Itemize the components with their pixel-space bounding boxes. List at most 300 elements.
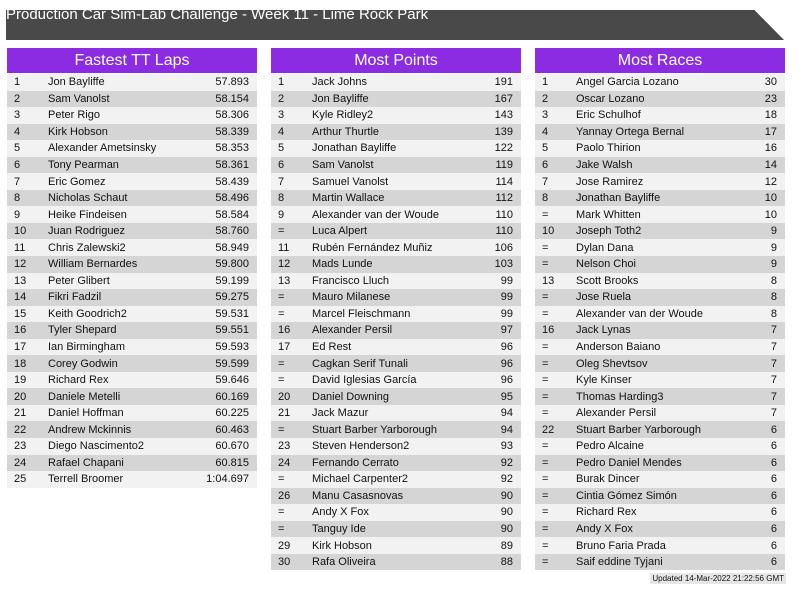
rank-cell: 23: [278, 440, 291, 453]
score-value: 90: [500, 506, 513, 519]
rank-cell: 22: [14, 423, 27, 436]
leaderboard-row: [271, 190, 521, 207]
leaderboard-row: [271, 521, 521, 538]
leaderboard-row: [7, 372, 257, 389]
leaderboard-row: [535, 554, 785, 571]
rank-cell: 25: [14, 473, 27, 486]
rank-cell: =: [278, 374, 285, 387]
leaderboard-row: [7, 206, 257, 223]
leaderboard-row: [535, 471, 785, 488]
leaderboard-row: [271, 223, 521, 240]
rank-cell: =: [542, 291, 549, 304]
driver-name: Anderson Baiano: [576, 341, 661, 354]
rank-cell: 23: [14, 440, 27, 453]
leaderboard-row: [271, 405, 521, 422]
leaderboard-row: [535, 455, 785, 472]
driver-name: Jon Bayliffe: [312, 92, 369, 105]
rank-cell: 3: [542, 109, 549, 122]
score-value: 60.670: [215, 440, 249, 453]
score-value: 6: [770, 489, 777, 502]
leaderboard-row: [7, 388, 257, 405]
score-value: 58.584: [215, 208, 249, 221]
leaderboard-row: [7, 107, 257, 124]
leaderboard-row: [7, 273, 257, 290]
score-value: 6: [770, 556, 777, 569]
panel-fastest-tt-laps: [7, 48, 257, 488]
rank-cell: =: [542, 456, 549, 469]
score-value: 60.815: [215, 456, 249, 469]
leaderboard-row: [7, 173, 257, 190]
score-value: 9: [770, 258, 777, 271]
rank-cell: 12: [14, 258, 27, 271]
rank-cell: 14: [14, 291, 27, 304]
driver-name: Jack Mazur: [312, 407, 369, 420]
leaderboard-row: [7, 190, 257, 207]
leaderboard-row: [271, 339, 521, 356]
score-value: 59.551: [215, 324, 249, 337]
driver-name: Kyle Ridley2: [312, 109, 374, 122]
rank-cell: =: [278, 423, 285, 436]
leaderboard-row: [271, 504, 521, 521]
rank-cell: 20: [278, 390, 291, 403]
driver-name: Alexander van der Woude: [576, 307, 703, 320]
leaderboard-row: [535, 372, 785, 389]
driver-name: Terrell Broomer: [48, 473, 124, 486]
score-value: 8: [770, 274, 777, 287]
leaderboard-row: [7, 306, 257, 323]
rank-cell: =: [542, 307, 549, 320]
score-value: 90: [500, 523, 513, 536]
driver-name: Heike Findeisen: [48, 208, 127, 221]
leaderboard-row: [271, 173, 521, 190]
rank-cell: 13: [542, 274, 555, 287]
score-value: 106: [494, 241, 513, 254]
leaderboard-row: [271, 157, 521, 174]
leaderboard-row: [535, 306, 785, 323]
score-value: 57.893: [215, 76, 249, 89]
leaderboard-row: [7, 124, 257, 141]
score-value: 90: [500, 489, 513, 502]
rank-cell: 16: [542, 324, 555, 337]
driver-name: Ed Rest: [312, 341, 352, 354]
leaderboard-row: [271, 91, 521, 108]
rank-cell: 26: [278, 489, 291, 502]
rank-cell: 17: [14, 341, 27, 354]
driver-name: Martin Wallace: [312, 192, 385, 205]
leaderboard-row: [7, 74, 257, 91]
leaderboard-row: [535, 239, 785, 256]
leaderboard-row: [271, 554, 521, 571]
rank-cell: 4: [14, 125, 21, 138]
rank-cell: =: [542, 241, 549, 254]
score-value: 9: [770, 241, 777, 254]
driver-name: Diego Nascimento2: [48, 440, 144, 453]
driver-name: Jose Ruela: [576, 291, 632, 304]
leaderboard-row: [535, 157, 785, 174]
leaderboard-row: [271, 256, 521, 273]
driver-name: Sam Vanolst: [312, 159, 374, 171]
panel-title: Most Points: [271, 48, 521, 73]
rank-cell: 24: [14, 456, 27, 469]
score-value: 7: [770, 374, 777, 387]
leaderboard-row: [535, 438, 785, 455]
leaderboard-row: [535, 206, 785, 223]
leaderboard-row: [7, 239, 257, 256]
rank-cell: 6: [542, 159, 549, 171]
leaderboard-row: [7, 438, 257, 455]
driver-name: David Iglesias García: [312, 374, 417, 387]
score-value: 94: [500, 407, 513, 420]
rank-cell: =: [278, 506, 285, 519]
rank-cell: 22: [542, 423, 555, 436]
driver-name: Manu Casasnovas: [312, 489, 404, 502]
driver-name: Fernando Cerrato: [312, 456, 399, 469]
driver-name: Eric Gomez: [48, 175, 106, 188]
score-value: 122: [494, 142, 513, 155]
updated-timestamp: Updated 14-Mar-2022 21:22:56 GMT: [652, 574, 784, 583]
rank-cell: 9: [14, 208, 21, 221]
driver-name: Keith Goodrich2: [48, 307, 127, 320]
driver-name: Kyle Kinser: [576, 374, 632, 387]
driver-name: Luca Alpert: [312, 225, 368, 238]
score-value: 60.169: [215, 390, 249, 403]
driver-name: Peter Rigo: [48, 109, 100, 122]
driver-name: Oscar Lozano: [576, 92, 645, 105]
leaderboard-row: [535, 190, 785, 207]
driver-name: Alexander Persil: [312, 324, 393, 337]
driver-name: Arthur Thurtle: [312, 125, 380, 138]
rank-cell: =: [542, 258, 549, 271]
driver-name: Juan Rodriguez: [48, 225, 126, 238]
rank-cell: =: [278, 291, 285, 304]
score-value: 58.154: [215, 92, 249, 105]
rank-cell: 7: [278, 175, 285, 188]
score-value: 58.949: [215, 241, 249, 254]
rank-cell: 5: [14, 142, 21, 155]
score-value: 97: [500, 324, 513, 337]
score-value: 6: [770, 473, 777, 486]
rank-cell: 8: [14, 192, 21, 205]
rank-cell: =: [278, 225, 285, 238]
score-value: 6: [770, 440, 777, 453]
rank-cell: 30: [278, 556, 291, 569]
panel-most-races: [535, 48, 785, 570]
leaderboard-row: [271, 289, 521, 306]
rank-cell: =: [278, 307, 285, 320]
leaderboard-row: [535, 537, 785, 554]
rank-cell: =: [278, 357, 285, 370]
leaderboard-row: [535, 339, 785, 356]
score-value: 59.199: [215, 274, 249, 287]
page-title: Production Car Sim-Lab Challenge - Week 11 - Lime Rock Park: [6, 6, 429, 23]
rank-cell: 15: [14, 307, 27, 320]
rank-cell: 10: [14, 225, 27, 238]
score-value: 9: [770, 225, 777, 238]
rank-cell: 13: [14, 274, 27, 287]
leaderboard-row: [271, 537, 521, 554]
driver-name: Joseph Toth2: [576, 225, 642, 238]
leaderboard-row: [271, 124, 521, 141]
score-value: 99: [500, 291, 513, 304]
score-value: 110: [495, 208, 513, 221]
score-value: 8: [770, 307, 777, 320]
driver-name: Samuel Vanolst: [312, 175, 389, 188]
score-value: 12: [764, 175, 777, 188]
driver-name: Jonathan Bayliffe: [312, 142, 397, 155]
score-value: 60.463: [215, 423, 249, 436]
rank-cell: 18: [14, 357, 27, 370]
leaderboard-row: [7, 223, 257, 240]
rank-cell: 11: [278, 241, 290, 254]
leaderboard-row: [271, 388, 521, 405]
driver-name: Jake Walsh: [576, 159, 633, 171]
driver-name: Steven Henderson2: [312, 440, 410, 453]
leaderboard-row: [535, 124, 785, 141]
leaderboard-row: [535, 488, 785, 505]
score-value: 7: [770, 324, 777, 337]
driver-name: Rubén Fernández Muñiz: [312, 241, 433, 254]
score-value: 6: [770, 456, 777, 469]
driver-name: Angel Garcia Lozano: [576, 76, 679, 89]
rank-cell: =: [542, 523, 549, 536]
driver-name: Yannay Ortega Bernal: [576, 125, 685, 138]
rank-cell: =: [278, 523, 285, 536]
driver-name: Jack Lynas: [576, 324, 631, 337]
score-value: 7: [770, 390, 777, 403]
rank-cell: 5: [278, 142, 285, 155]
rank-cell: 6: [14, 159, 21, 171]
leaderboard-row: [271, 239, 521, 256]
leaderboard-row: [535, 223, 785, 240]
rank-cell: 29: [278, 539, 291, 552]
driver-name: Jon Bayliffe: [48, 76, 105, 89]
score-value: 103: [494, 258, 513, 271]
driver-name: Kirk Hobson: [312, 539, 372, 552]
leaderboard-row: [271, 438, 521, 455]
rank-cell: 2: [278, 92, 285, 105]
driver-name: Daniel Downing: [312, 390, 390, 403]
score-value: 7: [770, 407, 777, 420]
driver-name: Jack Johns: [312, 76, 368, 89]
score-value: 167: [494, 92, 513, 105]
rank-cell: =: [542, 390, 549, 403]
driver-name: Daniele Metelli: [48, 390, 121, 403]
score-value: 58.339: [215, 125, 249, 138]
leaderboard-row: [271, 306, 521, 323]
driver-name: Kirk Hobson: [48, 125, 108, 138]
leaderboard-row: [535, 173, 785, 190]
rank-cell: 6: [278, 159, 285, 171]
rank-cell: =: [542, 341, 549, 354]
score-value: 89: [500, 539, 513, 552]
score-value: 23: [764, 92, 777, 105]
driver-name: Scott Brooks: [576, 274, 639, 287]
score-value: 58.361: [215, 159, 249, 171]
score-value: 7: [770, 357, 777, 370]
driver-name: Rafael Chapani: [48, 456, 124, 469]
leaderboard-row: [271, 74, 521, 91]
rank-cell: =: [542, 208, 549, 221]
rank-cell: =: [542, 489, 549, 502]
score-value: 110: [495, 225, 513, 238]
driver-name: Cintia Gómez Simón: [576, 489, 677, 502]
leaderboard-row: [535, 355, 785, 372]
driver-name: Andrew Mckinnis: [48, 423, 132, 436]
score-value: 96: [500, 357, 513, 370]
leaderboard-row: [7, 256, 257, 273]
driver-name: Tony Pearman: [48, 159, 119, 171]
driver-name: Pedro Daniel Mendes: [576, 456, 682, 469]
leaderboard-row: [535, 388, 785, 405]
driver-name: Mads Lunde: [312, 258, 373, 271]
score-value: 58.760: [215, 225, 249, 238]
rank-cell: 19: [14, 374, 27, 387]
driver-name: Chris Zalewski2: [48, 241, 126, 254]
driver-name: Burak Dincer: [576, 473, 640, 486]
score-value: 17: [764, 125, 777, 138]
score-value: 16: [764, 142, 777, 155]
rank-cell: 12: [278, 258, 291, 271]
rank-cell: 5: [542, 142, 549, 155]
driver-name: Francisco Lluch: [312, 274, 390, 287]
leaderboard-row: [7, 455, 257, 472]
rank-cell: 7: [542, 175, 549, 188]
score-value: 6: [770, 506, 777, 519]
score-value: 6: [770, 423, 777, 436]
rank-cell: 17: [278, 341, 291, 354]
rank-cell: =: [542, 506, 549, 519]
score-value: 59.646: [215, 374, 249, 387]
driver-name: Rafa Oliveira: [312, 556, 376, 569]
score-value: 10: [764, 208, 777, 221]
rank-cell: 2: [14, 92, 21, 105]
rank-cell: 1: [278, 76, 285, 89]
leaderboard-row: [7, 471, 257, 488]
driver-name: Thomas Harding3: [576, 390, 664, 403]
leaderboard-list: [535, 74, 785, 570]
driver-name: Alexander Persil: [576, 407, 657, 420]
score-value: 139: [494, 125, 513, 138]
leaderboard-row: [7, 157, 257, 174]
leaderboard-row: [535, 289, 785, 306]
rank-cell: 13: [278, 274, 291, 287]
leaderboard-row: [271, 421, 521, 438]
driver-name: Tanguy Ide: [312, 523, 366, 536]
rank-cell: 20: [14, 390, 27, 403]
panel-most-points: [271, 48, 521, 570]
driver-name: Eric Schulhof: [576, 109, 641, 122]
leaderboard-list: [271, 74, 521, 570]
driver-name: Dylan Dana: [576, 241, 634, 254]
score-value: 99: [500, 307, 513, 320]
rank-cell: 24: [278, 456, 291, 469]
leaderboard-row: [7, 289, 257, 306]
score-value: 8: [770, 291, 777, 304]
leaderboard-row: [271, 455, 521, 472]
leaderboard-row: [271, 488, 521, 505]
leaderboard-row: [271, 140, 521, 157]
rank-cell: 3: [278, 109, 285, 122]
rank-cell: 3: [14, 109, 21, 122]
leaderboard-row: [7, 405, 257, 422]
score-value: 7: [770, 341, 777, 354]
score-value: 114: [495, 175, 513, 188]
leaderboard-row: [535, 91, 785, 108]
rank-cell: 8: [278, 192, 285, 205]
rank-cell: 9: [278, 208, 285, 221]
leaderboard-row: [7, 91, 257, 108]
score-value: 96: [500, 341, 513, 354]
panel-title: Fastest TT Laps: [7, 48, 257, 73]
driver-name: Andy X Fox: [576, 523, 633, 536]
score-value: 143: [494, 109, 513, 122]
leaderboard-row: [535, 256, 785, 273]
rank-cell: =: [542, 357, 549, 370]
rank-cell: 2: [542, 92, 549, 105]
leaderboard-row: [271, 273, 521, 290]
driver-name: Nicholas Schaut: [48, 192, 128, 205]
leaderboard-row: [535, 107, 785, 124]
rank-cell: 11: [14, 241, 26, 254]
rank-cell: =: [542, 374, 549, 387]
score-value: 94: [500, 423, 513, 436]
leaderboard-row: [535, 322, 785, 339]
driver-name: Mark Whitten: [576, 208, 641, 221]
leaderboard-row: [7, 140, 257, 157]
leaderboard-row: [535, 421, 785, 438]
leaderboard-row: [7, 355, 257, 372]
leaderboard-row: [7, 322, 257, 339]
driver-name: Michael Carpenter2: [312, 473, 408, 486]
rank-cell: 16: [14, 324, 27, 337]
score-value: 10: [764, 192, 777, 205]
driver-name: Stuart Barber Yarborough: [312, 423, 437, 436]
score-value: 30: [764, 76, 777, 89]
score-value: 119: [495, 159, 513, 171]
driver-name: Stuart Barber Yarborough: [576, 423, 701, 436]
leaderboard-list: [7, 74, 257, 488]
score-value: 112: [495, 192, 513, 205]
leaderboard-row: [271, 355, 521, 372]
rank-cell: 7: [14, 175, 21, 188]
rank-cell: 1: [14, 76, 21, 89]
score-value: 59.599: [215, 357, 249, 370]
driver-name: Paolo Thirion: [576, 142, 641, 155]
rank-cell: 8: [542, 192, 549, 205]
rank-cell: =: [542, 407, 549, 420]
score-value: 92: [500, 456, 513, 469]
leaderboard-row: [535, 273, 785, 290]
panel-title: Most Races: [535, 48, 785, 73]
leaderboard-row: [271, 471, 521, 488]
score-value: 99: [500, 274, 513, 287]
score-value: 59.593: [215, 341, 249, 354]
driver-name: Ian Birmingham: [48, 341, 126, 354]
score-value: 58.306: [215, 109, 249, 122]
driver-name: Jose Ramirez: [576, 175, 644, 188]
score-value: 1:04.697: [206, 473, 249, 486]
driver-name: Fikri Fadzil: [48, 291, 102, 304]
rank-cell: 1: [542, 76, 549, 89]
driver-name: Peter Glibert: [48, 274, 110, 287]
rank-cell: 4: [542, 125, 549, 138]
leaderboard-row: [271, 372, 521, 389]
driver-name: Oleg Shevtsov: [576, 357, 648, 370]
driver-name: Mauro Milanese: [312, 291, 391, 304]
score-value: 92: [500, 473, 513, 486]
driver-name: Marcel Fleischmann: [312, 307, 411, 320]
score-value: 59.531: [215, 307, 249, 320]
